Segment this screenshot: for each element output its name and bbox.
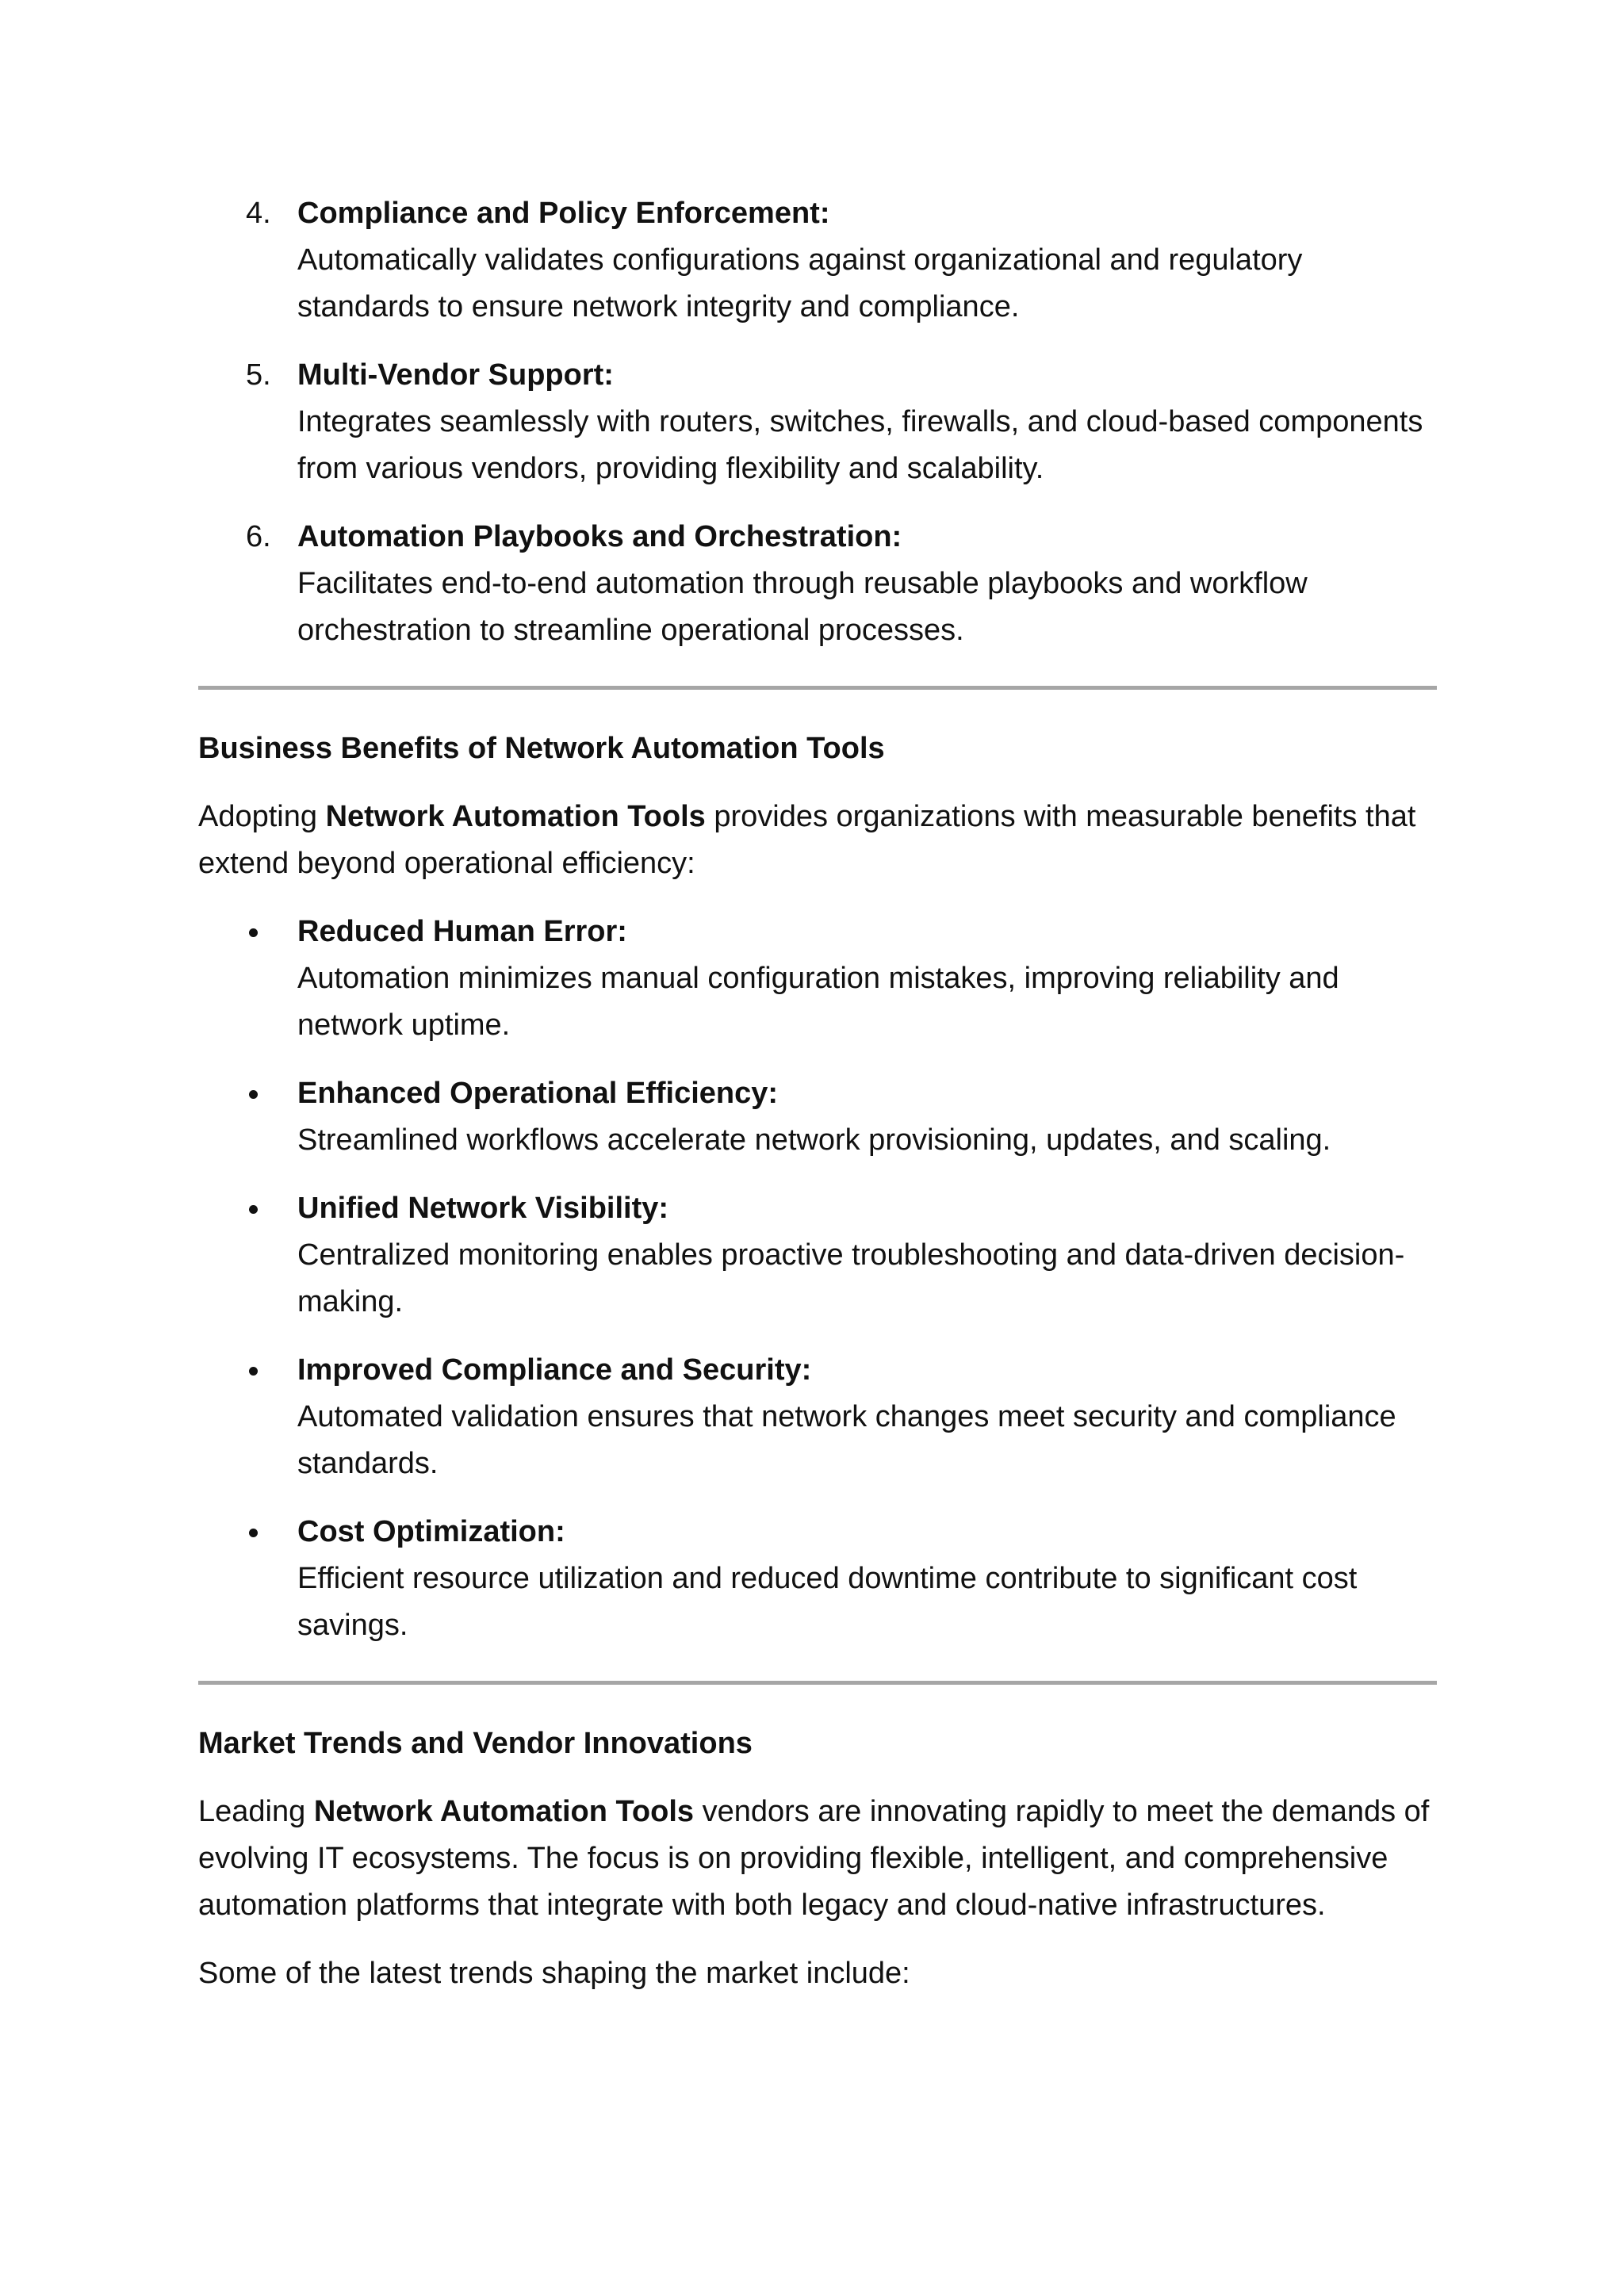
list-item-text: Facilitates end-to-end automation through reusable playbooks and workflow orchestration to streamline operational processes. <box>297 567 1308 647</box>
list-item-title: Unified Network Visibility: <box>297 1192 669 1225</box>
bullet-icon <box>249 1205 258 1214</box>
list-item <box>198 1070 1435 1164</box>
section-heading: Market Trends and Vendor Innovations <box>198 1727 753 1760</box>
list-item-title: Compliance and Policy Enforcement: <box>297 197 830 230</box>
list-item-text: Efficient resource utilization and reduced downtime contribute to significant cost savings. <box>297 1562 1358 1642</box>
bullet-icon <box>249 1090 258 1099</box>
numbered-list <box>198 190 1435 654</box>
list-item <box>198 190 1435 331</box>
bullet-icon <box>249 1529 258 1537</box>
list-number: 5. <box>246 358 271 392</box>
bullet-icon <box>249 1367 258 1376</box>
section-closing: Some of the latest trends shaping the market include: <box>198 1957 910 1990</box>
list-item <box>198 352 1435 492</box>
list-item-text: Automatically validates configurations against organizational and regulatory standards to ensure network integrity and compliance. <box>297 243 1303 323</box>
intro-text: vendors are innovating rapidly to meet the demands of evolving IT ecosystems. The focus is on providing flexible, intelligent, and comprehensive automation platforms that integrate with both legacy and cloud-native infrastructures. <box>198 1795 1430 1922</box>
list-item-text: Integrates seamlessly with routers, switches, firewalls, and cloud-based components from various vendors, providing flexibility and scalability. <box>297 405 1423 485</box>
intro-text: provides organizations with measurable benefits that extend beyond operational efficiency: <box>198 800 1416 880</box>
list-item-text: Streamlined workflows accelerate network provisioning, updates, and scaling. <box>297 1123 1331 1157</box>
intro-text: Leading <box>198 1795 314 1828</box>
intro-text: Adopting <box>198 800 326 833</box>
section-intro <box>198 794 1435 887</box>
bullet-icon <box>249 928 258 937</box>
section-intro <box>198 1789 1435 1929</box>
list-item-title: Improved Compliance and Security: <box>297 1353 812 1387</box>
list-item-title: Multi-Vendor Support: <box>297 358 614 392</box>
list-item <box>198 1347 1435 1487</box>
list-item-text: Automation minimizes manual configuration mistakes, improving reliability and network uptime. <box>297 962 1339 1042</box>
list-item-text: Centralized monitoring enables proactive troubleshooting and data-driven decision-making. <box>297 1238 1405 1318</box>
section-heading: Business Benefits of Network Automation Tools <box>198 732 885 765</box>
list-item-title: Cost Optimization: <box>297 1515 565 1548</box>
list-item-title: Reduced Human Error: <box>297 915 627 948</box>
document-page <box>198 190 1435 2019</box>
bullet-list <box>198 909 1435 1649</box>
horizontal-divider <box>198 686 1437 690</box>
list-number: 4. <box>246 197 271 230</box>
list-item-title: Automation Playbooks and Orchestration: <box>297 520 902 553</box>
list-item-text: Automated validation ensures that network changes meet security and compliance standards. <box>297 1400 1396 1480</box>
list-item <box>198 514 1435 654</box>
list-number: 6. <box>246 520 271 553</box>
list-item <box>198 909 1435 1049</box>
benefits-section <box>198 725 1435 1649</box>
trends-section <box>198 1720 1435 1997</box>
horizontal-divider <box>198 1681 1437 1685</box>
intro-bold-term: Network Automation Tools <box>325 800 706 833</box>
list-item <box>198 1509 1435 1649</box>
list-item-title: Enhanced Operational Efficiency: <box>297 1077 779 1110</box>
list-item <box>198 1185 1435 1326</box>
intro-bold-term: Network Automation Tools <box>313 1795 695 1828</box>
